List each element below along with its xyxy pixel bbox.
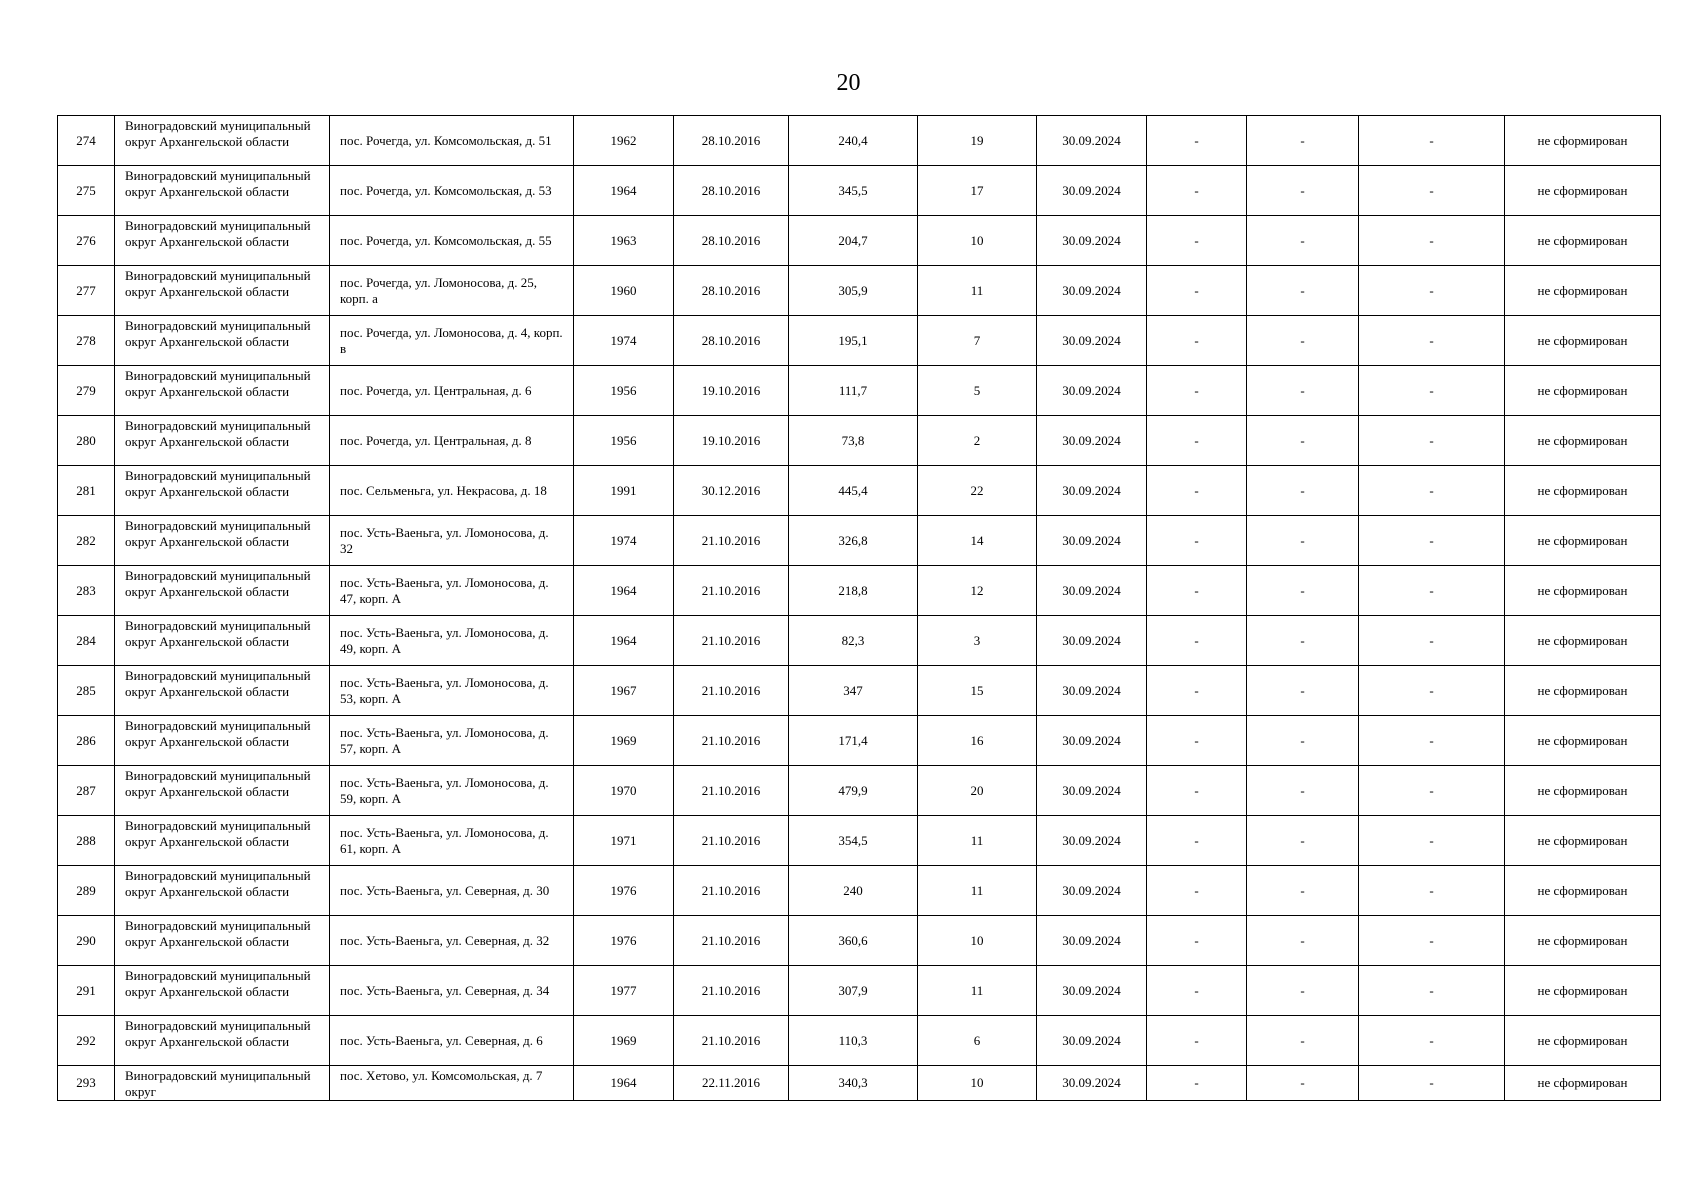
year-built-cell: 1977: [574, 966, 674, 1016]
dash-cell: -: [1147, 416, 1247, 466]
address-cell: пос. Рочегда, ул. Комсомольская, д. 55: [330, 216, 574, 266]
municipality-cell: Виноградовский муниципальный округ Архангельской области: [115, 266, 330, 316]
residents-cell: 10: [918, 216, 1037, 266]
row-number-cell: 284: [58, 616, 115, 666]
area-cell: 347: [789, 666, 918, 716]
dash-cell: -: [1359, 466, 1505, 516]
row-number-cell: 276: [58, 216, 115, 266]
status-cell: не сформирован: [1505, 316, 1661, 366]
table-row: [58, 1066, 1661, 1101]
dash-cell: -: [1147, 266, 1247, 316]
housing-registry-table: [57, 115, 1661, 1101]
dash-cell: -: [1147, 966, 1247, 1016]
residents-cell: 11: [918, 866, 1037, 916]
recognition-date-cell: 22.11.2016: [674, 1066, 789, 1101]
address-cell: пос. Рочегда, ул. Центральная, д. 6: [330, 366, 574, 416]
relocation-deadline-cell: 30.09.2024: [1037, 216, 1147, 266]
dash-cell: -: [1247, 966, 1359, 1016]
year-built-cell: 1956: [574, 416, 674, 466]
recognition-date-cell: 30.12.2016: [674, 466, 789, 516]
dash-cell: -: [1247, 316, 1359, 366]
municipality-cell: Виноградовский муниципальный округ Архангельской области: [115, 766, 330, 816]
address-cell: пос. Усть-Ваеньга, ул. Ломоносова, д. 49, корп. А: [330, 616, 574, 666]
year-built-cell: 1964: [574, 166, 674, 216]
dash-cell: -: [1359, 366, 1505, 416]
municipality-cell: Виноградовский муниципальный округ Архангельской области: [115, 816, 330, 866]
recognition-date-cell: 21.10.2016: [674, 666, 789, 716]
address-cell: пос. Усть-Ваеньга, ул. Ломоносова, д. 61, корп. А: [330, 816, 574, 866]
residents-cell: 10: [918, 1066, 1037, 1101]
year-built-cell: 1991: [574, 466, 674, 516]
dash-cell: -: [1359, 616, 1505, 666]
status-cell: не сформирован: [1505, 516, 1661, 566]
status-cell: не сформирован: [1505, 416, 1661, 466]
recognition-date-cell: 21.10.2016: [674, 766, 789, 816]
row-number-cell: 274: [58, 116, 115, 166]
dash-cell: -: [1359, 516, 1505, 566]
dash-cell: -: [1359, 916, 1505, 966]
recognition-date-cell: 21.10.2016: [674, 816, 789, 866]
status-cell: не сформирован: [1505, 716, 1661, 766]
table-row: [58, 166, 1661, 216]
year-built-cell: 1971: [574, 816, 674, 866]
row-number-cell: 293: [58, 1066, 115, 1101]
residents-cell: 7: [918, 316, 1037, 366]
dash-cell: -: [1147, 666, 1247, 716]
dash-cell: -: [1147, 1066, 1247, 1101]
relocation-deadline-cell: 30.09.2024: [1037, 116, 1147, 166]
recognition-date-cell: 19.10.2016: [674, 366, 789, 416]
municipality-cell: Виноградовский муниципальный округ Архангельской области: [115, 316, 330, 366]
row-number-cell: 291: [58, 966, 115, 1016]
municipality-cell: Виноградовский муниципальный округ Архангельской области: [115, 416, 330, 466]
municipality-cell: Виноградовский муниципальный округ: [115, 1066, 330, 1101]
residents-cell: 15: [918, 666, 1037, 716]
dash-cell: -: [1147, 166, 1247, 216]
residents-cell: 12: [918, 566, 1037, 616]
address-cell: пос. Усть-Ваеньга, ул. Северная, д. 34: [330, 966, 574, 1016]
municipality-cell: Виноградовский муниципальный округ Архангельской области: [115, 366, 330, 416]
dash-cell: -: [1247, 866, 1359, 916]
table-row: [58, 316, 1661, 366]
relocation-deadline-cell: 30.09.2024: [1037, 466, 1147, 516]
status-cell: не сформирован: [1505, 116, 1661, 166]
address-cell: пос. Рочегда, ул. Ломоносова, д. 25, корп. а: [330, 266, 574, 316]
dash-cell: -: [1247, 616, 1359, 666]
table-row: [58, 966, 1661, 1016]
recognition-date-cell: 21.10.2016: [674, 516, 789, 566]
status-cell: не сформирован: [1505, 916, 1661, 966]
residents-cell: 2: [918, 416, 1037, 466]
relocation-deadline-cell: 30.09.2024: [1037, 1066, 1147, 1101]
row-number-cell: 289: [58, 866, 115, 916]
municipality-cell: Виноградовский муниципальный округ Архангельской области: [115, 716, 330, 766]
municipality-cell: Виноградовский муниципальный округ Архангельской области: [115, 466, 330, 516]
recognition-date-cell: 28.10.2016: [674, 316, 789, 366]
status-cell: не сформирован: [1505, 1016, 1661, 1066]
dash-cell: -: [1247, 1066, 1359, 1101]
year-built-cell: 1964: [574, 1066, 674, 1101]
dash-cell: -: [1247, 516, 1359, 566]
address-cell: пос. Сельменьга, ул. Некрасова, д. 18: [330, 466, 574, 516]
dash-cell: -: [1147, 516, 1247, 566]
area-cell: 305,9: [789, 266, 918, 316]
table-row: [58, 366, 1661, 416]
dash-cell: -: [1147, 916, 1247, 966]
table-row: [58, 116, 1661, 166]
year-built-cell: 1967: [574, 666, 674, 716]
dash-cell: -: [1247, 716, 1359, 766]
row-number-cell: 281: [58, 466, 115, 516]
address-cell: пос. Усть-Ваеньга, ул. Ломоносова, д. 47, корп. А: [330, 566, 574, 616]
status-cell: не сформирован: [1505, 816, 1661, 866]
year-built-cell: 1976: [574, 866, 674, 916]
row-number-cell: 287: [58, 766, 115, 816]
area-cell: 240,4: [789, 116, 918, 166]
dash-cell: -: [1247, 416, 1359, 466]
address-cell: пос. Усть-Ваеньга, ул. Северная, д. 6: [330, 1016, 574, 1066]
dash-cell: -: [1359, 1016, 1505, 1066]
row-number-cell: 290: [58, 916, 115, 966]
row-number-cell: 277: [58, 266, 115, 316]
area-cell: 354,5: [789, 816, 918, 866]
dash-cell: -: [1247, 216, 1359, 266]
dash-cell: -: [1247, 916, 1359, 966]
municipality-cell: Виноградовский муниципальный округ Архангельской области: [115, 116, 330, 166]
dash-cell: -: [1247, 816, 1359, 866]
table-row: [58, 716, 1661, 766]
dash-cell: -: [1147, 366, 1247, 416]
dash-cell: -: [1247, 566, 1359, 616]
row-number-cell: 285: [58, 666, 115, 716]
recognition-date-cell: 21.10.2016: [674, 866, 789, 916]
residents-cell: 22: [918, 466, 1037, 516]
relocation-deadline-cell: 30.09.2024: [1037, 366, 1147, 416]
recognition-date-cell: 21.10.2016: [674, 616, 789, 666]
recognition-date-cell: 28.10.2016: [674, 166, 789, 216]
residents-cell: 10: [918, 916, 1037, 966]
area-cell: 326,8: [789, 516, 918, 566]
relocation-deadline-cell: 30.09.2024: [1037, 166, 1147, 216]
relocation-deadline-cell: 30.09.2024: [1037, 816, 1147, 866]
row-number-cell: 275: [58, 166, 115, 216]
municipality-cell: Виноградовский муниципальный округ Архангельской области: [115, 616, 330, 666]
dash-cell: -: [1247, 266, 1359, 316]
table-row: [58, 216, 1661, 266]
table-row: [58, 666, 1661, 716]
row-number-cell: 282: [58, 516, 115, 566]
dash-cell: -: [1147, 766, 1247, 816]
recognition-date-cell: 28.10.2016: [674, 266, 789, 316]
row-number-cell: 278: [58, 316, 115, 366]
address-cell: пос. Хетово, ул. Комсомольская, д. 7: [330, 1066, 574, 1101]
table-body: [58, 116, 1661, 1101]
municipality-cell: Виноградовский муниципальный округ Архангельской области: [115, 666, 330, 716]
dash-cell: -: [1359, 116, 1505, 166]
dash-cell: -: [1247, 1016, 1359, 1066]
relocation-deadline-cell: 30.09.2024: [1037, 766, 1147, 816]
table-row: [58, 1016, 1661, 1066]
address-cell: пос. Рочегда, ул. Комсомольская, д. 53: [330, 166, 574, 216]
area-cell: 360,6: [789, 916, 918, 966]
status-cell: не сформирован: [1505, 216, 1661, 266]
year-built-cell: 1970: [574, 766, 674, 816]
relocation-deadline-cell: 30.09.2024: [1037, 716, 1147, 766]
dash-cell: -: [1359, 766, 1505, 816]
residents-cell: 5: [918, 366, 1037, 416]
row-number-cell: 279: [58, 366, 115, 416]
area-cell: 204,7: [789, 216, 918, 266]
address-cell: пос. Усть-Ваеньга, ул. Северная, д. 30: [330, 866, 574, 916]
row-number-cell: 286: [58, 716, 115, 766]
page-number: 20: [836, 70, 861, 96]
dash-cell: -: [1359, 816, 1505, 866]
municipality-cell: Виноградовский муниципальный округ Архангельской области: [115, 916, 330, 966]
dash-cell: -: [1247, 766, 1359, 816]
dash-cell: -: [1147, 316, 1247, 366]
residents-cell: 11: [918, 266, 1037, 316]
address-cell: пос. Рочегда, ул. Центральная, д. 8: [330, 416, 574, 466]
table-row: [58, 816, 1661, 866]
year-built-cell: 1976: [574, 916, 674, 966]
status-cell: не сформирован: [1505, 366, 1661, 416]
municipality-cell: Виноградовский муниципальный округ Архангельской области: [115, 216, 330, 266]
dash-cell: -: [1359, 216, 1505, 266]
area-cell: 340,3: [789, 1066, 918, 1101]
relocation-deadline-cell: 30.09.2024: [1037, 316, 1147, 366]
status-cell: не сформирован: [1505, 166, 1661, 216]
dash-cell: -: [1147, 716, 1247, 766]
row-number-cell: 280: [58, 416, 115, 466]
dash-cell: -: [1247, 666, 1359, 716]
row-number-cell: 283: [58, 566, 115, 616]
dash-cell: -: [1359, 266, 1505, 316]
year-built-cell: 1974: [574, 316, 674, 366]
municipality-cell: Виноградовский муниципальный округ Архангельской области: [115, 1016, 330, 1066]
status-cell: не сформирован: [1505, 766, 1661, 816]
residents-cell: 20: [918, 766, 1037, 816]
year-built-cell: 1969: [574, 1016, 674, 1066]
residents-cell: 16: [918, 716, 1037, 766]
recognition-date-cell: 28.10.2016: [674, 216, 789, 266]
relocation-deadline-cell: 30.09.2024: [1037, 266, 1147, 316]
address-cell: пос. Усть-Ваеньга, ул. Северная, д. 32: [330, 916, 574, 966]
municipality-cell: Виноградовский муниципальный округ Архангельской области: [115, 516, 330, 566]
status-cell: не сформирован: [1505, 616, 1661, 666]
relocation-deadline-cell: 30.09.2024: [1037, 666, 1147, 716]
recognition-date-cell: 21.10.2016: [674, 716, 789, 766]
status-cell: не сформирован: [1505, 866, 1661, 916]
residents-cell: 17: [918, 166, 1037, 216]
table-row: [58, 466, 1661, 516]
dash-cell: -: [1359, 566, 1505, 616]
address-cell: пос. Усть-Ваеньга, ул. Ломоносова, д. 57, корп. А: [330, 716, 574, 766]
area-cell: 82,3: [789, 616, 918, 666]
recognition-date-cell: 21.10.2016: [674, 1016, 789, 1066]
year-built-cell: 1962: [574, 116, 674, 166]
table-row: [58, 866, 1661, 916]
dash-cell: -: [1147, 466, 1247, 516]
year-built-cell: 1974: [574, 516, 674, 566]
dash-cell: -: [1147, 216, 1247, 266]
residents-cell: 19: [918, 116, 1037, 166]
status-cell: не сформирован: [1505, 966, 1661, 1016]
status-cell: не сформирован: [1505, 1066, 1661, 1101]
area-cell: 307,9: [789, 966, 918, 1016]
area-cell: 111,7: [789, 366, 918, 416]
relocation-deadline-cell: 30.09.2024: [1037, 866, 1147, 916]
residents-cell: 6: [918, 1016, 1037, 1066]
relocation-deadline-cell: 30.09.2024: [1037, 616, 1147, 666]
table-row: [58, 566, 1661, 616]
recognition-date-cell: 19.10.2016: [674, 416, 789, 466]
address-cell: пос. Рочегда, ул. Ломоносова, д. 4, корп. в: [330, 316, 574, 366]
area-cell: 110,3: [789, 1016, 918, 1066]
dash-cell: -: [1247, 366, 1359, 416]
dash-cell: -: [1359, 966, 1505, 1016]
dash-cell: -: [1359, 666, 1505, 716]
status-cell: не сформирован: [1505, 566, 1661, 616]
relocation-deadline-cell: 30.09.2024: [1037, 966, 1147, 1016]
area-cell: 240: [789, 866, 918, 916]
row-number-cell: 288: [58, 816, 115, 866]
area-cell: 479,9: [789, 766, 918, 816]
dash-cell: -: [1359, 716, 1505, 766]
address-cell: пос. Рочегда, ул. Комсомольская, д. 51: [330, 116, 574, 166]
table-row: [58, 416, 1661, 466]
dash-cell: -: [1247, 116, 1359, 166]
dash-cell: -: [1147, 816, 1247, 866]
table-row: [58, 616, 1661, 666]
row-number-cell: 292: [58, 1016, 115, 1066]
recognition-date-cell: 21.10.2016: [674, 566, 789, 616]
area-cell: 171,4: [789, 716, 918, 766]
table-row: [58, 266, 1661, 316]
dash-cell: -: [1359, 166, 1505, 216]
dash-cell: -: [1147, 116, 1247, 166]
dash-cell: -: [1359, 316, 1505, 366]
table-row: [58, 916, 1661, 966]
area-cell: 445,4: [789, 466, 918, 516]
status-cell: не сформирован: [1505, 266, 1661, 316]
dash-cell: -: [1247, 466, 1359, 516]
recognition-date-cell: 28.10.2016: [674, 116, 789, 166]
residents-cell: 11: [918, 816, 1037, 866]
year-built-cell: 1960: [574, 266, 674, 316]
relocation-deadline-cell: 30.09.2024: [1037, 516, 1147, 566]
area-cell: 345,5: [789, 166, 918, 216]
residents-cell: 3: [918, 616, 1037, 666]
municipality-cell: Виноградовский муниципальный округ Архангельской области: [115, 966, 330, 1016]
recognition-date-cell: 21.10.2016: [674, 916, 789, 966]
table-row: [58, 766, 1661, 816]
residents-cell: 11: [918, 966, 1037, 1016]
year-built-cell: 1956: [574, 366, 674, 416]
dash-cell: -: [1147, 616, 1247, 666]
area-cell: 73,8: [789, 416, 918, 466]
dash-cell: -: [1147, 566, 1247, 616]
relocation-deadline-cell: 30.09.2024: [1037, 1016, 1147, 1066]
year-built-cell: 1963: [574, 216, 674, 266]
dash-cell: -: [1359, 866, 1505, 916]
table-row: [58, 516, 1661, 566]
address-cell: пос. Усть-Ваеньга, ул. Ломоносова, д. 53, корп. А: [330, 666, 574, 716]
recognition-date-cell: 21.10.2016: [674, 966, 789, 1016]
dash-cell: -: [1359, 416, 1505, 466]
area-cell: 195,1: [789, 316, 918, 366]
dash-cell: -: [1247, 166, 1359, 216]
residents-cell: 14: [918, 516, 1037, 566]
relocation-deadline-cell: 30.09.2024: [1037, 416, 1147, 466]
address-cell: пос. Усть-Ваеньга, ул. Ломоносова, д. 32: [330, 516, 574, 566]
year-built-cell: 1964: [574, 616, 674, 666]
dash-cell: -: [1147, 866, 1247, 916]
dash-cell: -: [1359, 1066, 1505, 1101]
area-cell: 218,8: [789, 566, 918, 616]
relocation-deadline-cell: 30.09.2024: [1037, 566, 1147, 616]
relocation-deadline-cell: 30.09.2024: [1037, 916, 1147, 966]
year-built-cell: 1964: [574, 566, 674, 616]
municipality-cell: Виноградовский муниципальный округ Архангельской области: [115, 166, 330, 216]
municipality-cell: Виноградовский муниципальный округ Архангельской области: [115, 866, 330, 916]
year-built-cell: 1969: [574, 716, 674, 766]
address-cell: пос. Усть-Ваеньга, ул. Ломоносова, д. 59, корп. А: [330, 766, 574, 816]
municipality-cell: Виноградовский муниципальный округ Архангельской области: [115, 566, 330, 616]
status-cell: не сформирован: [1505, 466, 1661, 516]
status-cell: не сформирован: [1505, 666, 1661, 716]
dash-cell: -: [1147, 1016, 1247, 1066]
